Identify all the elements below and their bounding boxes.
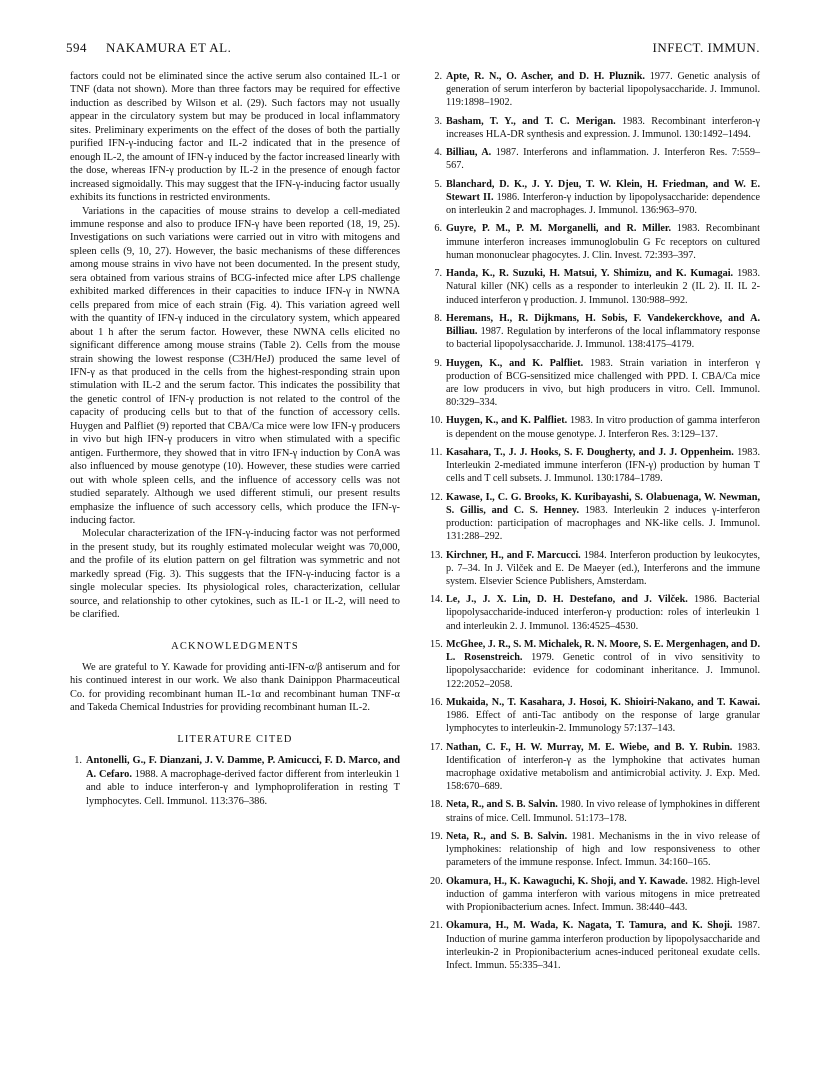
reference-item [430,798,760,824]
reference-number: 8. [434,312,442,324]
reference-number: 3. [434,115,442,127]
reference-item [430,146,760,172]
reference-number: 2. [434,71,442,82]
reference-details: 1983. Strain variation in interferon γ production of BCG-sensitized mice challenged with PPD. I. CBA/Ca mice are low producers in vivo, but high producers in vitro. Cell. Immunol. 80:329–334. [446,357,760,409]
reference-details: 1987. Induction of murine gamma interferon production by lipopolysaccharide and interleukin-2 in Propionibacterium acnes-induced peritoneal exudate cells. Infect. Immun. 55:335–341. [446,920,760,971]
body-paragraph: Variations in the capacities of mouse strains to develop a cell-mediated immune response and also to produce IFN-γ have been reported (18, 19, 25). Investigations on such variations were carried out in vitro with mitogens and spleen cells (9, 10, 27). However, the basic mechanisms of these differences among mouse strains in vivo have not been documented. In the present study, sera obtained from various strains of BCG-infected mice after LPS challenge exhibited marked differences in their capacities to induce IFN-γ in NWNA cells prepared from mice of each strain (Fig. 4). This variation agreed well with the quantity of IFN-γ induced in the circulatory system, which appeared about 1 h after the serum factor. However, these NWNA cells elicited no significant difference among mouse strains (Table 2). Cells from the mouse strain showing the lowest response (C3H/HeJ) produced the same level of IFN-γ as that produced in the cells from the highest-responding strain upon stimulation with IL-2 and the serum factor. This indicates the possibility that the genetic control of IFN-γ production is not related to the control of the capacity of producing cells but to that of the function of accessory cells. Huygen and Palfliet (9) reported that CBA/Ca mice were low IFN-γ producers in vivo but high IFN-γ producers in vitro when stimulated with a specific antigen. Furthermore, they showed that in vitro IFN-γ induction by ConA was also influenced by mouse genotype (10). However, these studies were carried out with whole spleen cells, and the influence of accessory cells was not studied separately. Although we used different stimuli, our present results emphasize the influence of such accessory cells, which produce the IFN-γ-inducing factor. [70,205,400,526]
reference-item [430,70,760,110]
reference-number: 10. [430,415,443,427]
reference-item [70,754,400,808]
left-column [70,70,400,813]
reference-item [430,267,760,307]
reference-number: 6. [434,223,442,235]
reference-details: 1980. In vivo release of lymphokines in different strains of mice. Cell. Immunol. 51:173–178. [446,799,760,824]
reference-number: 7. [434,268,442,280]
reference-item [430,414,760,440]
body-paragraph: Molecular characterization of the IFN-γ-inducing factor was not performed in the present study, but its roughly estimated molecular weight was 70,000, and the profile of its elution pattern on gel filtration was symmetric and not markedly spread (Fig. 3). This suggests that the IFN-γ-inducing factor is a single molecular species. Its physiological roles, characterization, cellular source, and relationship to other cytokines, such as IL-1 or IL-2, will need to be clarified. [70,528,400,621]
reference-details: 1977. Genetic analysis of generation of serum interferon by bacterial lipopolysaccharide. J. Immunol. 119:1898–1902. [446,71,760,109]
reference-authors: Guyre, P. M., P. M. Morganelli, and R. Miller. [446,223,672,235]
reference-details: 1983. Recombinant immune interferon increases immunoglobulin G Fc receptors on cultured human mononuclear phagocytes. J. Clin. Invest. 72:393–397. [446,223,760,261]
reference-number: 15. [430,638,443,650]
reference-details: 1986. Effect of anti-Tac antibody on the response of large granular lymphocytes to interleukin-2. Immunology 57:137–143. [446,710,760,735]
reference-authors: Basham, T. Y., and T. C. Merigan. [446,115,616,127]
reference-number: 14. [430,594,443,606]
reference-details: 1983. Interleukin 2-mediated immune interferon (IFN-γ) production by human T cells and T cell subsets. J. Immunol. 130:1784–1789. [446,446,760,485]
running-authors: NAKAMURA ET AL. [106,40,232,55]
reference-item [430,115,760,141]
reference-authors: Handa, K., R. Suzuki, H. Matsui, Y. Shimizu, and K. Kumagai. [446,268,734,280]
reference-details: 1988. A macrophage-derived factor different from interleukin 1 and able to induce interferon-γ and lymphoproliferation in resting T lymphocytes. Cell. Immunol. 113:376–386. [86,768,400,807]
reference-number: 12. [430,491,443,503]
reference-details: 1979. Genetic control of in vivo sensitivity to lipopolysaccharide: evidence for codominant inheritance. J. Immunol. 122:2052–2058. [446,652,760,690]
reference-authors: Neta, R., and S. B. Salvin. [446,799,558,811]
reference-authors: Okamura, H., M. Wada, K. Nagata, T. Tamura, and K. Shoji. [446,920,733,932]
reference-details: 1987. Regulation by interferons of the local inflammatory response to bacterial lipopolysaccharide. J. Immunol. 138:4175–4179. [446,326,760,351]
reference-authors: Nathan, C. F., H. W. Murray, M. E. Wiebe, and B. Y. Rubin. [446,741,733,753]
reference-number: 18. [430,799,443,811]
reference-details: 1987. Interferons and inflammation. J. Interferon Res. 7:559–567. [446,147,761,172]
literature-heading: LITERATURE CITED [177,733,293,745]
reference-item [430,312,760,352]
reference-item [430,830,760,870]
reference-number: 1. [74,755,82,767]
reference-details: 1981. Mechanisms in the in vivo release of lymphokines: relationship of high and low responsiveness to other parameters of the immune response. Infect. Immun. 34:160–165. [446,830,760,869]
reference-number: 13. [430,549,443,561]
reference-authors: Le, J., J. X. Lin, D. H. Destefano, and J. Vilček. [446,594,688,606]
reference-authors: Huygen, K., and K. Palfliet. [446,415,568,427]
reference-number: 17. [430,741,443,753]
reference-authors: Heremans, H., R. Dijkmans, H. Sobis, F. Vandekerckhove, and A. Billiau. [446,312,760,338]
reference-details: 1982. High-level induction of gamma interferon with various mitogens in mice pretreated with Propionibacterium acnes. Infect. Immun. 38:440–443. [446,875,760,914]
reference-number: 5. [434,178,442,190]
reference-number: 21. [430,920,443,932]
reference-details: 1983. In vitro production of gamma interferon is dependent on the mouse genotype. J. Interferon Res. 3:129–137. [446,415,761,440]
reference-details: 1983. Interleukin 2 induces γ-interferon production: participation of macrophages and NK-like cells. J. Immunol. 131:288–292. [446,504,760,543]
reference-number: 19. [430,830,443,842]
reference-item [430,446,760,486]
reference-details: 1986. Bacterial lipopolysaccharide-induced interferon-γ production: roles of interleukin 1 and interleukin 2. J. Immunol. 136:4525–4530. [446,594,760,632]
reference-item [430,222,760,262]
reference-number: 20. [430,875,443,887]
reference-item [430,875,760,915]
reference-authors: Billiau, A. [446,147,492,159]
reference-item [430,638,760,691]
reference-number: 11. [430,446,443,458]
body-paragraph: factors could not be eliminated since the active serum also contained IL-1 or TNF (data not shown). More than three factors may be required for effective induction as described by Wilson et al. (29). Such factors may not usually appear in the circulatory system but may be produced in local inflammatory sites. Preliminary experiments on the effect of the doses of both the partially purified IFN-γ-inducing factor and IL-2 indicated that in the presence of enough IL-2, the amount of IFN-γ induced by the factor increased linearly with the dose, whereas IFN-γ production by IL-2 in the presence of enough factor increased sigmoidally. This may suggest that the IFN-γ-inducing factor usually exhibits its functions in restricted environments. [70,71,400,204]
reference-authors: Kawase, I., C. G. Brooks, K. Kuribayashi, S. Olabuenaga, W. Newman, S. Gillis, and C. S. Henney. [446,491,760,516]
reference-authors: Okamura, H., K. Kawaguchi, K. Shoji, and Y. Kawade. [446,875,688,887]
reference-number: 16. [430,696,443,708]
right-column [430,70,760,977]
reference-item [430,593,760,633]
reference-details: 1984. Interferon production by leukocytes, p. 7–34. In J. Vilček and E. De Maeyer (ed.), Interferons and the immune system. Elsevier Science Publishers, Amsterdam. [446,549,760,587]
reference-authors: Neta, R., and S. B. Salvin. [446,830,568,842]
journal-name: INFECT. IMMUN. [652,40,760,55]
reference-details: 1983. Natural killer (NK) cells as a responder to interleukin 2 (IL 2). II. IL 2-induced interferon γ production. J. Immunol. 130:988–992. [446,268,760,306]
reference-details: 1983. Identification of interferon-γ as the lymphokine that activates human macrophage oxidative metabolism and antimicrobial activity. J. Exp. Med. 158:670–689. [446,741,760,793]
reference-authors: Mukaida, N., T. Kasahara, J. Hosoi, K. Shioiri-Nakano, and T. Kawai. [446,696,760,708]
reference-authors: Kasahara, T., J. J. Hooks, S. F. Dougherty, and J. J. Oppenheim. [446,446,734,458]
reference-item [430,549,760,589]
reference-item [430,491,760,544]
reference-authors: Huygen, K., and K. Palfliet. [446,357,584,369]
reference-number: 9. [434,357,442,369]
reference-item [430,178,760,218]
reference-authors: McGhee, J. R., S. M. Michalek, R. N. Moore, S. E. Mergenhagen, and D. L. Rosenstreich. [446,638,760,664]
reference-item [430,919,760,972]
reference-item [430,696,760,736]
page-number: 594 [66,40,87,55]
acknowledgments-heading: ACKNOWLEDGMENTS [171,640,299,652]
reference-authors: Blanchard, D. K., J. Y. Djeu, T. W. Klein, H. Friedman, and W. E. Stewart II. [446,178,760,203]
reference-authors: Kirchner, H., and F. Marcucci. [446,549,581,561]
reference-number: 4. [434,147,442,159]
reference-details: 1986. Interferon-γ induction by lipopolysaccharide: dependence on interleukin 2 and macrophages. J. Immunol. 136:963–970. [446,191,761,217]
reference-details: 1983. Recombinant interferon-γ increases HLA-DR synthesis and expression. J. Immunol. 130:1492–1494. [446,115,760,140]
reference-item [430,357,760,410]
reference-authors: Antonelli, G., F. Dianzani, J. V. Damme, P. Amicucci, F. D. Marco, and A. Cefaro. [86,755,400,780]
reference-authors: Apte, R. N., O. Ascher, and D. H. Pluznik. [446,71,645,82]
running-header [66,40,760,58]
reference-item [430,741,760,794]
acknowledgments-text: We are grateful to Y. Kawade for providing anti-IFN-α/β antiserum and for his continued interest in our work. We also thank Dainippon Pharmaceutical Co. for providing recombinant human IL-1α and recombinant human TNF-α and Takeda Chemical Industries for providing recombinant human IL-2. [70,662,400,714]
